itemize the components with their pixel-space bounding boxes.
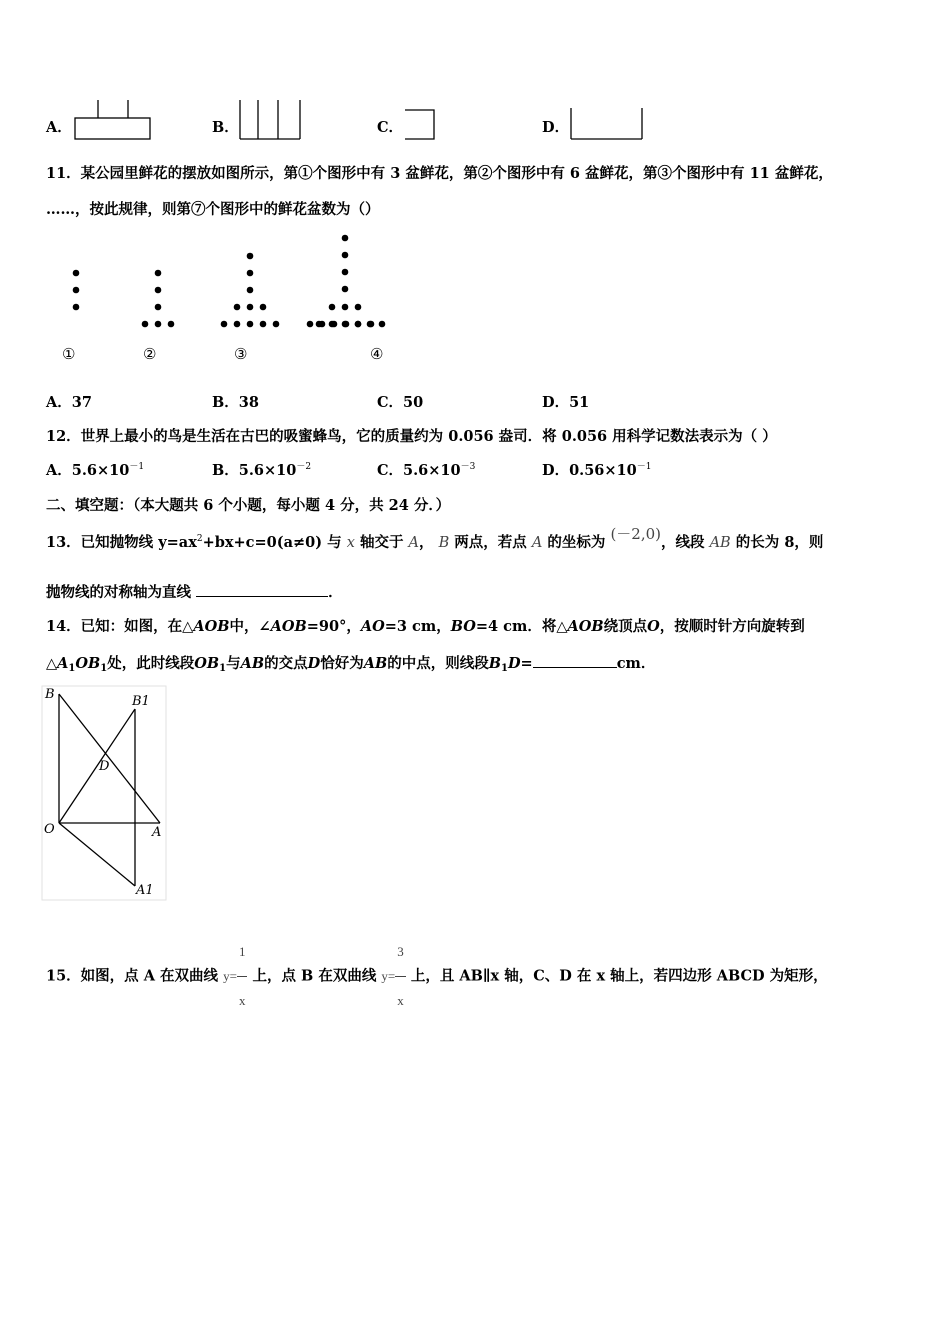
q13-line2: 抛物线的对称轴为直线 ．	[46, 584, 343, 601]
q11-line1: 11．某公园里鲜花的摆放如图所示，第①个图形中有 3 盆鲜花，第②个图形中有 6 盆鲜花，第③个图形中有 11 盆鲜花，	[46, 165, 833, 182]
section-2-heading: 二、填空题：（本大题共 6 个小题，每小题 4 分，共 24 分．）	[46, 497, 451, 514]
figure-label-2: ②	[143, 345, 157, 363]
q11-option-d: D．51	[542, 394, 590, 411]
q13-answer-blank[interactable]	[196, 584, 328, 597]
figure-label-3: ③	[234, 345, 248, 363]
fig-label-B: B	[45, 687, 55, 702]
q12-option-b: B．$5.6\times 10^{-2}$	[212, 462, 312, 479]
q10-option-c: C．	[377, 119, 404, 136]
q10-figure-a	[72, 98, 152, 142]
q10-option-b: B．	[212, 119, 239, 136]
q12-option-c: C．$5.6\times 10^{-3}$	[377, 462, 476, 479]
figure-label-4: ④	[370, 345, 384, 363]
fraction-3-over-x: $\frac{3}{x}$	[395, 928, 406, 1025]
fraction-1-over-x: $\frac{1}{x}$	[237, 928, 248, 1025]
q14-line1: 14．已知：如图，在△AOB中，∠AOB=90°，AO=3 cm，BO=4 cm．将△AOB绕顶点O，按顺时针方向旋转到	[46, 618, 805, 635]
q12-option-a: A．$5.6\times 10^{-1}$	[46, 462, 145, 479]
q13-line1: 13．已知抛物线 $y=ax^2+bx+c=0(a\ne 0)$ 与 x 轴交于 A， B 两点，若点 A 的坐标为 (－2,0)，线段 AB 的长为 8，则	[46, 525, 824, 551]
q10-figure-c	[403, 108, 437, 142]
rotation-triangle-figure	[42, 686, 168, 902]
fig-label-B1: B1	[132, 694, 150, 709]
fig-label-O: O	[44, 822, 55, 837]
q14-line2: $\triangle A_1OB_1$处，此时线段$OB_1$与AB的交点D恰好为AB的中点，则线段$B_1D=$ cm．	[46, 655, 656, 674]
q10-option-d: D．	[542, 119, 570, 136]
q11-option-c: C．50	[377, 394, 424, 411]
q11-line2: ……，按此规律，则第⑦个图形中的鲜花盆数为（）	[46, 201, 380, 218]
q10-option-a: A．	[46, 119, 72, 136]
fig-label-A: A	[152, 825, 162, 840]
flower-figure-4-row	[300, 317, 400, 331]
q11-option-b: B．38	[212, 394, 259, 411]
q14-answer-blank[interactable]	[533, 655, 617, 668]
q12-option-d: D．$0.56\times 10^{-1}$	[542, 462, 652, 479]
q10-figure-d	[568, 106, 646, 142]
q10-figure-b	[238, 98, 304, 142]
q11-option-a: A．37	[46, 394, 92, 411]
fig-label-A1: A1	[136, 883, 154, 898]
fig-label-D: D	[99, 759, 110, 774]
q12-text: 12．世界上最小的鸟是生活在古巴的吸蜜蜂鸟，它的质量约为 0.056 盎司．将 0.056 用科学记数法表示为（ ）	[46, 428, 777, 445]
figure-label-1: ①	[62, 345, 76, 363]
q15-text: 15．如图，点 A 在双曲线 y= $\frac{1}{x}$ 上，点 B 在双曲线 y= $\frac{3}{x}$ 上，且 AB∥x 轴，C、D 在 x 轴上，若四边形 ABCD 为矩形，	[46, 928, 828, 1025]
